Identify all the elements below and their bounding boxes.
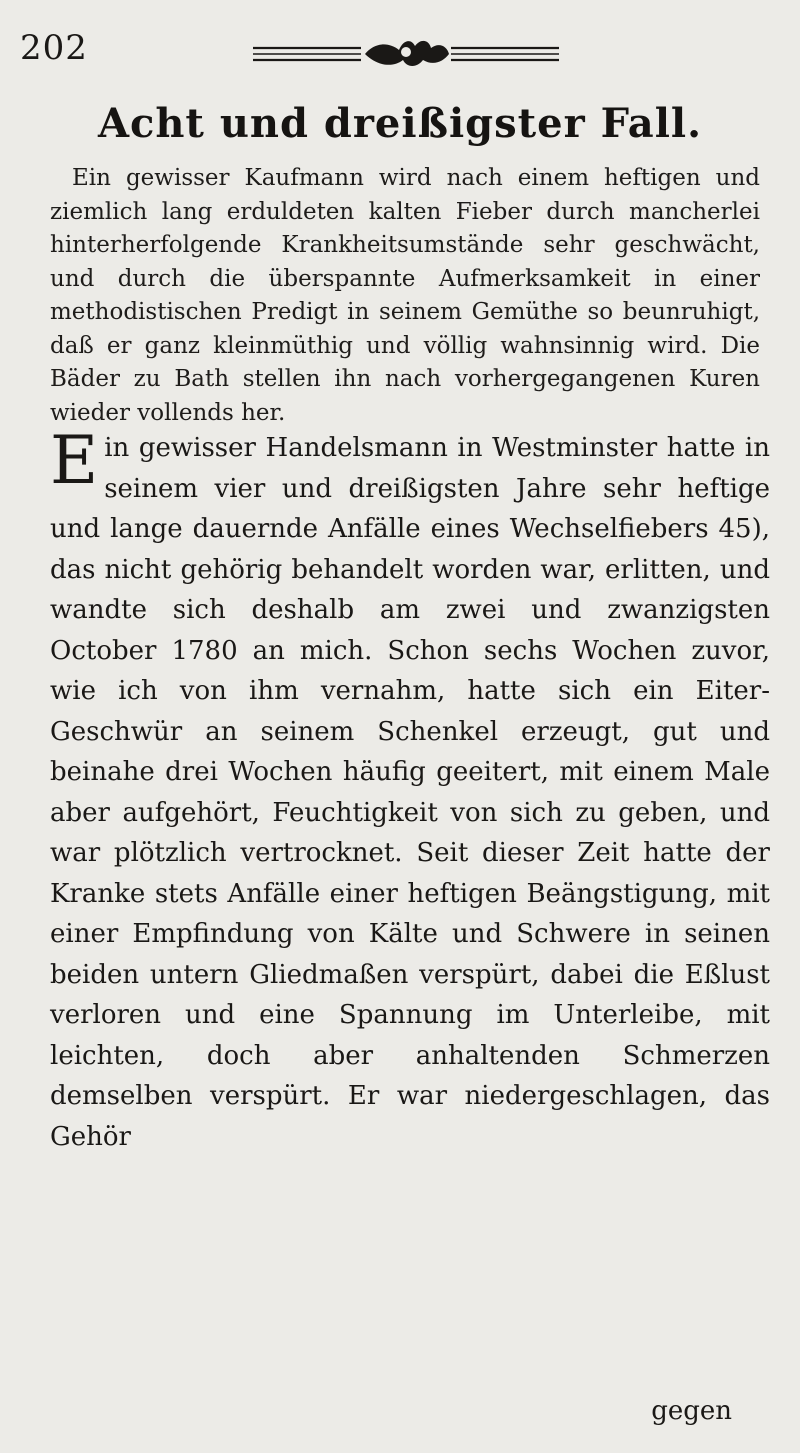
main-paragraph: [50, 422, 770, 1157]
drop-cap: E: [50, 422, 99, 499]
catchword: gegen: [651, 1396, 732, 1426]
chapter-title: Acht und dreißigster Fall.: [97, 100, 703, 147]
paragraph-text: in gewisser Handelsmann in Westminster hatte in seinem vier und dreißigsten Jahre sehr heftige und lange dauernde Anfälle eines Wechselfiebers 45), das nicht gehörig behandelt worden war, erlitten, und wandte sich deshalb am zwei und zwanzigsten October 1780 an mich. Schon sechs Wochen zuvor, wie ich von ihm vernahm, hatte sich ein Eiter-Geschwür an seinem Schenkel erzeugt, gut und beinahe drei Wochen häufig geeitert, mit einem Male aber aufgehört, Feuchtigkeit von sich zu geben, und war plötzlich vertrocknet. Seit dieser Zeit hatte der Kranke stets Anfälle einer heftigen Beängstigung, mit einer Empfindung von Kälte und Schwere in seinen beiden untern Gliedmaßen verspürt, dabei die Eßlust verloren und eine Spannung im Unterleibe, mit leichten, doch aber anhaltenden Schmerzen demselben verspürt. Er war niedergeschlagen, das Gehör: [50, 433, 770, 1152]
page-header: [20, 14, 780, 74]
ornament-divider-icon: [253, 36, 559, 72]
chapter-summary: Ein gewisser Kaufmann wird nach einem heftigen und ziemlich lang erduldeten kalten Fieber durch mancherlei hinterherfolgende Krankheitsumstände sehr geschwächt, und durch die überspannte Aufmerksamkeit in einer methodistischen Predigt in seinem Gemüthe so beunruhigt, daß er ganz kleinmüthig und völlig wahnsinnig wird. Die Bäder zu Bath stellen ihn nach vorhergegangenen Kuren wieder vollends her.: [50, 165, 760, 426]
page-number: 202: [20, 28, 88, 68]
